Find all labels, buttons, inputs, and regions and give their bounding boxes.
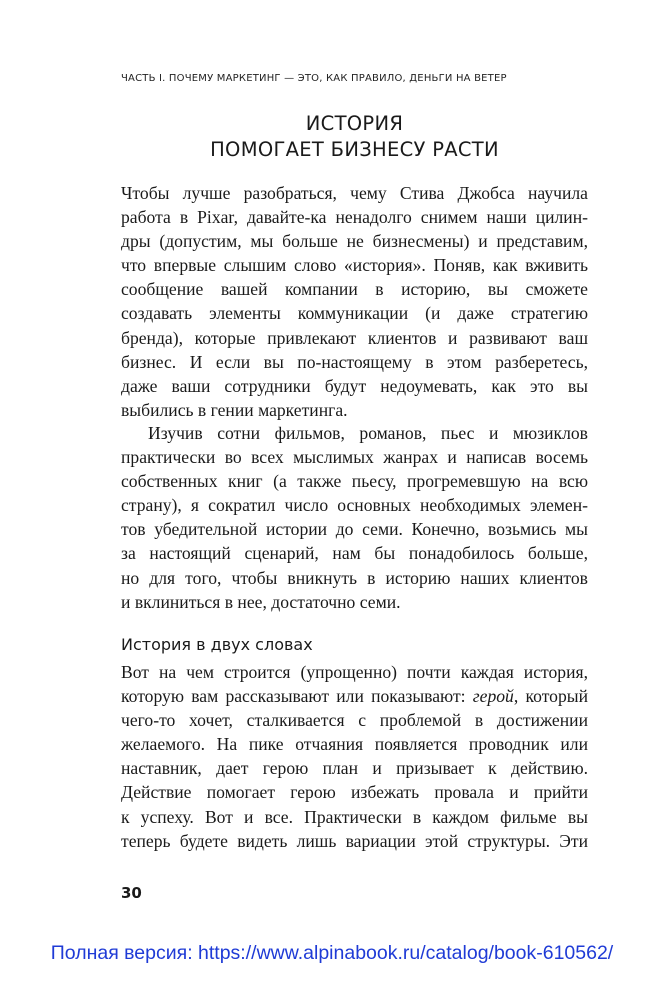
text-line: Вот на чем строится (упрощенно) почти каждая история,: [121, 662, 588, 682]
emphasized-term: герой: [472, 686, 514, 707]
text-line: Изучив сотни фильмов, романов, пьес и мюзиклов: [148, 423, 588, 443]
text-line: практически во всех мыслимых жанрах и написав восемь: [121, 447, 588, 468]
text-line: собственных книг (а также пьесу, прогремевшую на всю: [121, 471, 588, 492]
paragraph-2: [121, 421, 588, 614]
text-line: бизнес. И если вы по-настоящему в этом разберетесь,: [121, 351, 588, 372]
text-line: за настоящий сценарий, нам бы понадобилось больше,: [121, 543, 588, 564]
paragraph-1: [121, 181, 588, 422]
text-line: страну), я сократил число основных необходимых элемен-: [121, 495, 588, 516]
chapter-title: [121, 111, 588, 163]
text-line: работа в Pixar, давайте-ка ненадолго снимем наши цилин-: [121, 207, 588, 228]
section-heading: История в двух словах: [121, 635, 313, 654]
chapter-title-line-1: ИСТОРИЯ: [305, 112, 404, 135]
text-line: дры (допустим, мы больше не бизнесмены) и представим,: [121, 231, 588, 252]
text-line-with-emphasis: [121, 684, 588, 708]
text-line: теперь будете видеть лишь вариации этой структуры. Эти: [121, 830, 588, 851]
text-fragment: которую вам рассказывают или показывают:: [121, 686, 473, 707]
text-line: выбились в гении маркетинга.: [121, 399, 348, 420]
text-line: к успеху. Вот и все. Практически в каждом фильме вы: [121, 806, 588, 827]
text-line: создавать элементы коммуникации (и даже стратегию: [121, 303, 588, 324]
text-line: и вклиниться в нее, достаточно семи.: [121, 591, 401, 612]
text-line: но для того, чтобы вникнуть в историю наших клиентов: [121, 567, 588, 588]
text-fragment: , который: [513, 686, 588, 707]
paragraph-3: [121, 660, 588, 853]
text-line: желаемого. На пике отчаяния появляется проводник или: [121, 734, 588, 755]
text-line: тов убедительной истории до семи. Конечно, возьмись мы: [121, 519, 588, 540]
text-line: сообщение вашей компании в историю, вы сможете: [121, 279, 588, 300]
page-number: 30: [121, 884, 142, 902]
text-line: что впервые слышим слово «история». Поняв, как вживить: [121, 255, 588, 276]
chapter-title-line-2: ПОМОГАЕТ БИЗНЕСУ РАСТИ: [210, 138, 499, 161]
full-version-link[interactable]: Полная версия: https://www.alpinabook.ru/catalog/book-610562/: [50, 942, 614, 964]
running-head: ЧАСТЬ I. ПОЧЕМУ МАРКЕТИНГ — ЭТО, КАК ПРАВИЛО, ДЕНЬГИ НА ВЕТЕР: [121, 73, 507, 84]
text-line: Действие помогает герою избежать провала и прийти: [121, 782, 588, 803]
text-line: бренда), которые привлекают клиентов и развивают ваш: [121, 327, 588, 348]
text-line: чего-то хочет, сталкивается с проблемой в достижении: [121, 710, 588, 731]
text-line: Чтобы лучше разобраться, чему Стива Джобса научила: [121, 183, 588, 203]
text-line: даже ваши сотрудники будут недоумевать, как это вы: [121, 375, 588, 396]
text-line: наставник, дает герою план и призывает к действию.: [121, 758, 588, 779]
